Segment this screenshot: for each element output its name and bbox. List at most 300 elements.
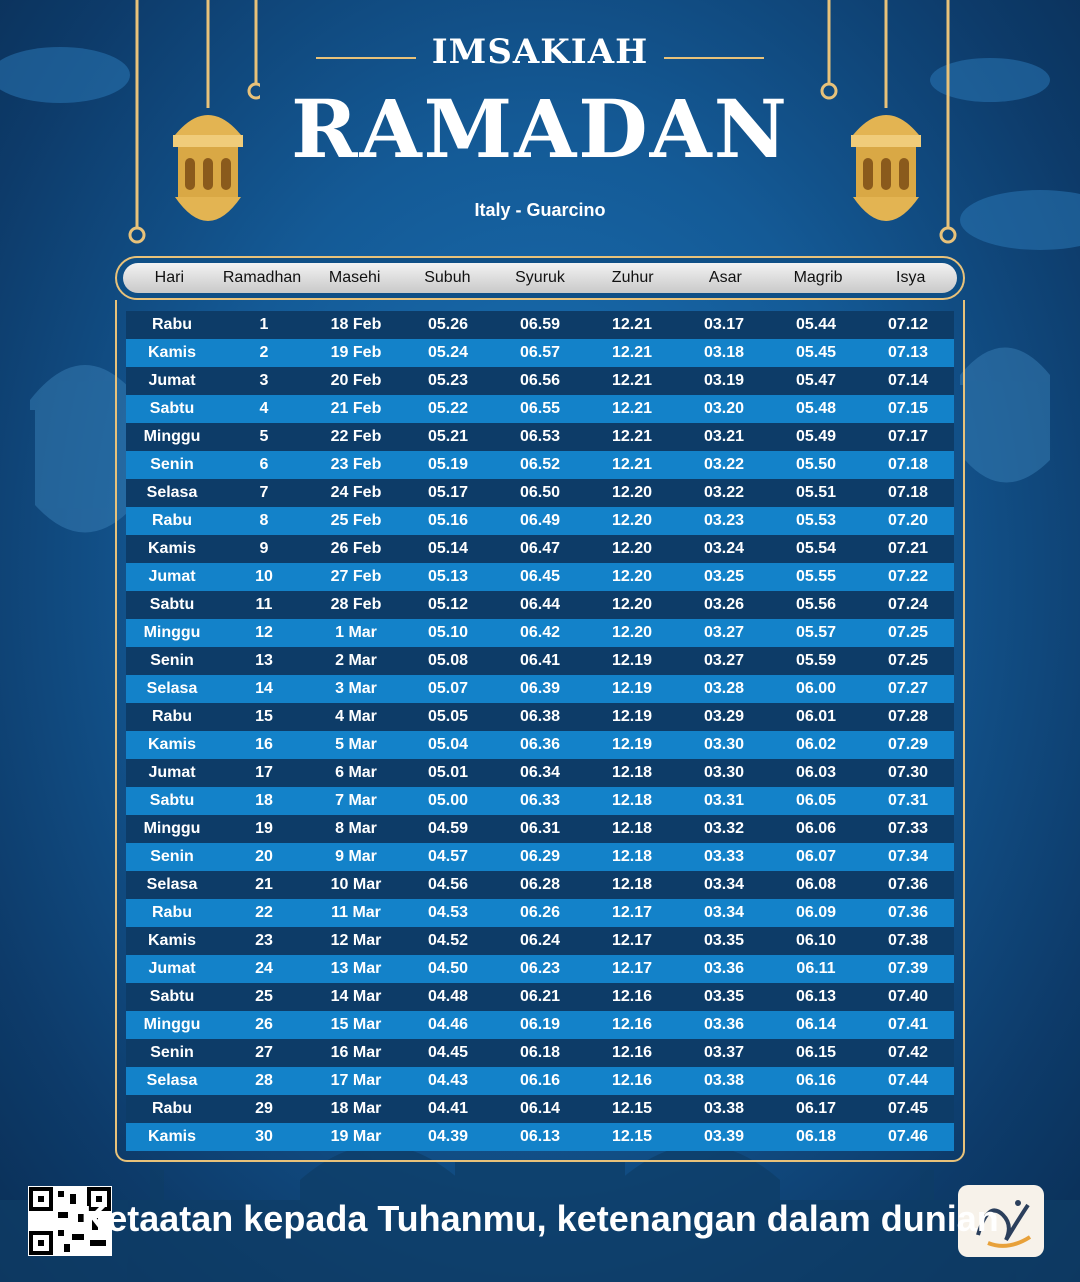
table-cell-subuh: 04.45 bbox=[427, 1044, 469, 1061]
table-row bbox=[126, 423, 954, 451]
table-cell-syuruk: 06.38 bbox=[519, 708, 561, 725]
table-cell-zuhur: 12.20 bbox=[611, 540, 653, 557]
table-cell-isya: 07.18 bbox=[887, 484, 929, 501]
table-cell-syuruk: 06.33 bbox=[519, 792, 561, 809]
table-cell-isya: 07.40 bbox=[887, 988, 929, 1005]
table-cell-asar: 03.21 bbox=[703, 428, 745, 445]
table-cell-asar: 03.25 bbox=[703, 568, 745, 585]
table-cell-isya: 07.28 bbox=[887, 708, 929, 725]
table-cell-isya: 07.46 bbox=[887, 1128, 929, 1145]
table-row bbox=[126, 843, 954, 871]
table-cell-isya: 07.39 bbox=[887, 960, 929, 977]
table-cell-asar: 03.38 bbox=[703, 1072, 745, 1089]
table-cell-asar: 03.33 bbox=[703, 848, 745, 865]
table-cell-subuh: 05.12 bbox=[427, 596, 469, 613]
table-row bbox=[126, 675, 954, 703]
table-cell-asar: 03.18 bbox=[703, 344, 745, 361]
column-header-subuh: Subuh bbox=[424, 269, 471, 286]
table-cell-asar: 03.35 bbox=[703, 932, 745, 949]
table-cell-zuhur: 12.19 bbox=[611, 680, 653, 697]
table-cell-subuh: 05.10 bbox=[427, 624, 469, 641]
table-cell-magrib: 05.57 bbox=[795, 624, 837, 641]
table-cell-zuhur: 12.16 bbox=[611, 1016, 653, 1033]
table-row bbox=[126, 759, 954, 787]
table-cell-zuhur: 12.21 bbox=[611, 428, 653, 445]
table-cell-masehi: 28 Feb bbox=[330, 596, 382, 613]
table-cell-asar: 03.35 bbox=[703, 988, 745, 1005]
table-cell-masehi: 4 Mar bbox=[335, 708, 377, 725]
table-cell-ramadhan: 10 bbox=[255, 568, 273, 585]
table-cell-ramadhan: 2 bbox=[259, 344, 269, 361]
table-row bbox=[126, 479, 954, 507]
table-cell-masehi: 19 Feb bbox=[330, 344, 382, 361]
table-cell-syuruk: 06.13 bbox=[519, 1128, 561, 1145]
table-cell-zuhur: 12.17 bbox=[611, 932, 653, 949]
table-cell-ramadhan: 3 bbox=[259, 372, 269, 389]
table-cell-hari: Selasa bbox=[146, 876, 198, 893]
table-cell-isya: 07.34 bbox=[887, 848, 929, 865]
table-cell-subuh: 04.50 bbox=[427, 960, 469, 977]
table-cell-isya: 07.22 bbox=[887, 568, 929, 585]
table-cell-isya: 07.38 bbox=[887, 932, 929, 949]
table-cell-syuruk: 06.24 bbox=[519, 932, 561, 949]
table-cell-ramadhan: 1 bbox=[259, 316, 269, 333]
table-cell-isya: 07.24 bbox=[887, 596, 929, 613]
table-cell-magrib: 06.00 bbox=[795, 680, 837, 697]
table-cell-masehi: 26 Feb bbox=[330, 540, 382, 557]
table-cell-isya: 07.44 bbox=[887, 1072, 929, 1089]
table-cell-isya: 07.17 bbox=[887, 428, 929, 445]
table-cell-asar: 03.34 bbox=[703, 876, 745, 893]
table-cell-asar: 03.26 bbox=[703, 596, 745, 613]
column-header-isya: Isya bbox=[896, 269, 926, 286]
table-cell-subuh: 05.14 bbox=[427, 540, 469, 557]
table-cell-zuhur: 12.19 bbox=[611, 708, 653, 725]
table-cell-zuhur: 12.20 bbox=[611, 512, 653, 529]
table-cell-magrib: 06.15 bbox=[795, 1044, 837, 1061]
table-cell-isya: 07.18 bbox=[887, 456, 929, 473]
table-cell-ramadhan: 16 bbox=[255, 736, 273, 753]
table-cell-hari: Minggu bbox=[143, 820, 201, 837]
table-cell-magrib: 05.50 bbox=[795, 456, 837, 473]
table-row bbox=[126, 507, 954, 535]
table-cell-masehi: 3 Mar bbox=[335, 680, 377, 697]
schedule-table-body bbox=[126, 311, 954, 1151]
table-cell-syuruk: 06.50 bbox=[519, 484, 561, 501]
table-cell-hari: Jumat bbox=[148, 960, 196, 977]
table-cell-zuhur: 12.21 bbox=[611, 316, 653, 333]
table-cell-masehi: 8 Mar bbox=[335, 820, 377, 837]
table-cell-subuh: 05.13 bbox=[427, 568, 469, 585]
table-cell-syuruk: 06.14 bbox=[519, 1100, 561, 1117]
table-row bbox=[126, 563, 954, 591]
table-cell-hari: Senin bbox=[150, 1044, 194, 1061]
table-cell-isya: 07.20 bbox=[887, 512, 929, 529]
table-cell-ramadhan: 29 bbox=[255, 1100, 273, 1117]
table-cell-hari: Kamis bbox=[147, 736, 197, 753]
column-header-masehi: Masehi bbox=[328, 269, 381, 286]
table-cell-asar: 03.22 bbox=[703, 484, 745, 501]
table-cell-ramadhan: 22 bbox=[255, 904, 273, 921]
table-cell-magrib: 06.08 bbox=[795, 876, 837, 893]
table-cell-isya: 07.13 bbox=[887, 344, 929, 361]
table-cell-masehi: 19 Mar bbox=[330, 1128, 382, 1145]
table-cell-syuruk: 06.59 bbox=[519, 316, 561, 333]
table-cell-ramadhan: 24 bbox=[255, 960, 273, 977]
table-cell-hari: Sabtu bbox=[149, 400, 195, 417]
table-cell-zuhur: 12.21 bbox=[611, 400, 653, 417]
table-cell-zuhur: 12.18 bbox=[611, 848, 653, 865]
table-row bbox=[126, 787, 954, 815]
table-cell-magrib: 05.45 bbox=[795, 344, 837, 361]
table-cell-ramadhan: 26 bbox=[255, 1016, 273, 1033]
table-cell-subuh: 05.16 bbox=[427, 512, 469, 529]
table-cell-hari: Minggu bbox=[143, 428, 201, 445]
table-cell-ramadhan: 21 bbox=[255, 876, 273, 893]
table-cell-masehi: 6 Mar bbox=[335, 764, 377, 781]
table-cell-magrib: 06.10 bbox=[795, 932, 837, 949]
table-cell-zuhur: 12.16 bbox=[611, 988, 653, 1005]
table-row bbox=[126, 367, 954, 395]
table-cell-ramadhan: 15 bbox=[255, 708, 273, 725]
table-cell-subuh: 05.04 bbox=[427, 736, 469, 753]
table-cell-zuhur: 12.18 bbox=[611, 792, 653, 809]
column-header-ramadhan: Ramadhan bbox=[222, 269, 302, 286]
table-cell-isya: 07.21 bbox=[887, 540, 929, 557]
table-cell-magrib: 06.13 bbox=[795, 988, 837, 1005]
table-cell-syuruk: 06.47 bbox=[519, 540, 561, 557]
table-cell-magrib: 05.54 bbox=[795, 540, 837, 557]
table-cell-hari: Senin bbox=[150, 456, 194, 473]
table-cell-asar: 03.30 bbox=[703, 764, 745, 781]
table-cell-syuruk: 06.45 bbox=[519, 568, 561, 585]
table-cell-zuhur: 12.21 bbox=[611, 456, 653, 473]
table-row bbox=[126, 1039, 954, 1067]
table-cell-hari: Selasa bbox=[146, 680, 198, 697]
table-row bbox=[126, 871, 954, 899]
table-cell-magrib: 05.44 bbox=[795, 316, 837, 333]
table-cell-zuhur: 12.21 bbox=[611, 372, 653, 389]
table-cell-isya: 07.30 bbox=[887, 764, 929, 781]
table-cell-zuhur: 12.18 bbox=[611, 820, 653, 837]
table-cell-ramadhan: 19 bbox=[255, 820, 273, 837]
table-cell-isya: 07.33 bbox=[887, 820, 929, 837]
table-cell-ramadhan: 23 bbox=[255, 932, 273, 949]
table-cell-asar: 03.22 bbox=[703, 456, 745, 473]
table-cell-subuh: 05.21 bbox=[427, 428, 469, 445]
table-cell-hari: Minggu bbox=[143, 1016, 201, 1033]
table-cell-magrib: 05.56 bbox=[795, 596, 837, 613]
table-row bbox=[126, 927, 954, 955]
table-cell-masehi: 22 Feb bbox=[330, 428, 382, 445]
table-cell-zuhur: 12.17 bbox=[611, 960, 653, 977]
table-cell-zuhur: 12.18 bbox=[611, 876, 653, 893]
column-header-magrib: Magrib bbox=[793, 269, 843, 286]
column-header-hari: Hari bbox=[154, 269, 184, 286]
table-cell-magrib: 06.18 bbox=[795, 1128, 837, 1145]
table-cell-asar: 03.17 bbox=[703, 316, 745, 333]
table-cell-asar: 03.34 bbox=[703, 904, 745, 921]
table-row bbox=[126, 535, 954, 563]
table-cell-hari: Jumat bbox=[148, 372, 196, 389]
table-row bbox=[126, 591, 954, 619]
table-cell-hari: Rabu bbox=[152, 708, 192, 725]
table-row bbox=[126, 983, 954, 1011]
table-cell-asar: 03.28 bbox=[703, 680, 745, 697]
table-cell-masehi: 2 Mar bbox=[335, 652, 377, 669]
table-cell-zuhur: 12.15 bbox=[611, 1100, 653, 1117]
table-cell-zuhur: 12.20 bbox=[611, 484, 653, 501]
table-cell-isya: 07.41 bbox=[887, 1016, 929, 1033]
table-cell-ramadhan: 17 bbox=[255, 764, 273, 781]
table-cell-subuh: 05.01 bbox=[427, 764, 469, 781]
table-cell-hari: Kamis bbox=[147, 1128, 197, 1145]
table-cell-hari: Senin bbox=[150, 652, 194, 669]
table-row bbox=[126, 703, 954, 731]
table-cell-asar: 03.36 bbox=[703, 1016, 745, 1033]
table-row bbox=[126, 647, 954, 675]
table-cell-masehi: 15 Mar bbox=[330, 1016, 382, 1033]
table-cell-ramadhan: 4 bbox=[259, 400, 269, 417]
table-row bbox=[126, 451, 954, 479]
table-cell-zuhur: 12.19 bbox=[611, 652, 653, 669]
table-cell-syuruk: 06.42 bbox=[519, 624, 561, 641]
table-row bbox=[126, 395, 954, 423]
table-row bbox=[126, 1095, 954, 1123]
table-cell-hari: Rabu bbox=[152, 512, 192, 529]
table-cell-masehi: 18 Feb bbox=[330, 316, 382, 333]
table-cell-isya: 07.25 bbox=[887, 652, 929, 669]
table-cell-asar: 03.37 bbox=[703, 1044, 745, 1061]
table-cell-ramadhan: 20 bbox=[255, 848, 273, 865]
table-cell-subuh: 05.22 bbox=[427, 400, 469, 417]
table-header-row bbox=[123, 263, 957, 293]
table-cell-isya: 07.42 bbox=[887, 1044, 929, 1061]
table-cell-zuhur: 12.15 bbox=[611, 1128, 653, 1145]
table-cell-zuhur: 12.20 bbox=[611, 596, 653, 613]
table-cell-zuhur: 12.16 bbox=[611, 1044, 653, 1061]
table-cell-asar: 03.31 bbox=[703, 792, 745, 809]
table-cell-masehi: 23 Feb bbox=[330, 456, 382, 473]
table-cell-syuruk: 06.55 bbox=[519, 400, 561, 417]
table-cell-ramadhan: 30 bbox=[255, 1128, 273, 1145]
table-cell-isya: 07.25 bbox=[887, 624, 929, 641]
table-cell-syuruk: 06.49 bbox=[519, 512, 561, 529]
table-cell-magrib: 06.14 bbox=[795, 1016, 837, 1033]
table-row bbox=[126, 955, 954, 983]
table-cell-asar: 03.24 bbox=[703, 540, 745, 557]
table-cell-masehi: 9 Mar bbox=[335, 848, 377, 865]
page-subtitle: IMSAKIAH bbox=[431, 32, 649, 72]
table-cell-ramadhan: 6 bbox=[259, 456, 269, 473]
table-cell-ramadhan: 8 bbox=[259, 512, 269, 529]
table-cell-magrib: 06.07 bbox=[795, 848, 837, 865]
table-cell-hari: Senin bbox=[150, 848, 194, 865]
table-cell-masehi: 7 Mar bbox=[335, 792, 377, 809]
table-row bbox=[126, 1011, 954, 1039]
table-cell-hari: Selasa bbox=[146, 484, 198, 501]
column-header-zuhur: Zuhur bbox=[611, 269, 654, 286]
table-cell-masehi: 13 Mar bbox=[330, 960, 382, 977]
table-cell-subuh: 04.59 bbox=[427, 820, 469, 837]
table-row bbox=[126, 339, 954, 367]
table-cell-asar: 03.27 bbox=[703, 652, 745, 669]
table-cell-isya: 07.45 bbox=[887, 1100, 929, 1117]
table-cell-ramadhan: 25 bbox=[255, 988, 273, 1005]
table-cell-isya: 07.27 bbox=[887, 680, 929, 697]
table-cell-isya: 07.12 bbox=[887, 316, 929, 333]
table-cell-subuh: 05.17 bbox=[427, 484, 469, 501]
table-cell-subuh: 05.00 bbox=[427, 792, 469, 809]
table-cell-isya: 07.31 bbox=[887, 792, 929, 809]
table-cell-masehi: 12 Mar bbox=[330, 932, 382, 949]
table-cell-masehi: 10 Mar bbox=[330, 876, 382, 893]
table-cell-magrib: 05.55 bbox=[795, 568, 837, 585]
header bbox=[0, 0, 1080, 250]
table-cell-syuruk: 06.23 bbox=[519, 960, 561, 977]
table-cell-asar: 03.39 bbox=[703, 1128, 745, 1145]
table-cell-isya: 07.36 bbox=[887, 904, 929, 921]
table-cell-subuh: 05.23 bbox=[427, 372, 469, 389]
table-cell-syuruk: 06.28 bbox=[519, 876, 561, 893]
table-cell-zuhur: 12.16 bbox=[611, 1072, 653, 1089]
table-cell-subuh: 05.19 bbox=[427, 456, 469, 473]
table-cell-syuruk: 06.21 bbox=[519, 988, 561, 1005]
table-cell-subuh: 04.56 bbox=[427, 876, 469, 893]
table-cell-syuruk: 06.41 bbox=[519, 652, 561, 669]
table-cell-syuruk: 06.56 bbox=[519, 372, 561, 389]
table-cell-magrib: 05.51 bbox=[795, 484, 837, 501]
table-cell-asar: 03.27 bbox=[703, 624, 745, 641]
table-cell-subuh: 05.08 bbox=[427, 652, 469, 669]
table-cell-hari: Selasa bbox=[146, 1072, 198, 1089]
table-cell-magrib: 06.01 bbox=[795, 708, 837, 725]
table-cell-ramadhan: 7 bbox=[259, 484, 269, 501]
table-cell-ramadhan: 13 bbox=[255, 652, 273, 669]
table-cell-ramadhan: 11 bbox=[255, 596, 273, 613]
table-cell-subuh: 04.41 bbox=[427, 1100, 469, 1117]
table-cell-hari: Sabtu bbox=[149, 596, 195, 613]
table-cell-magrib: 06.11 bbox=[796, 960, 836, 977]
table-cell-masehi: 25 Feb bbox=[330, 512, 382, 529]
table-cell-hari: Sabtu bbox=[149, 988, 195, 1005]
table-cell-magrib: 06.02 bbox=[795, 736, 837, 753]
table-cell-subuh: 04.52 bbox=[427, 932, 469, 949]
table-cell-ramadhan: 14 bbox=[255, 680, 273, 697]
table-cell-subuh: 04.39 bbox=[427, 1128, 469, 1145]
table-cell-asar: 03.36 bbox=[703, 960, 745, 977]
table-cell-ramadhan: 9 bbox=[259, 540, 269, 557]
table-cell-hari: Kamis bbox=[147, 540, 197, 557]
table-cell-asar: 03.23 bbox=[703, 512, 745, 529]
table-cell-hari: Kamis bbox=[147, 932, 197, 949]
table-cell-masehi: 17 Mar bbox=[330, 1072, 382, 1089]
table-cell-subuh: 05.24 bbox=[427, 344, 469, 361]
footer-quote: Ketaatan kepada Tuhanmu, ketenangan dalam dunian bbox=[81, 1198, 999, 1239]
table-cell-isya: 07.29 bbox=[887, 736, 929, 753]
table-cell-asar: 03.32 bbox=[703, 820, 745, 837]
table-cell-hari: Jumat bbox=[148, 764, 196, 781]
table-cell-subuh: 04.43 bbox=[427, 1072, 469, 1089]
table-cell-masehi: 5 Mar bbox=[335, 736, 377, 753]
table-cell-masehi: 14 Mar bbox=[330, 988, 382, 1005]
table-cell-masehi: 27 Feb bbox=[330, 568, 382, 585]
column-header-asar: Asar bbox=[708, 269, 742, 286]
table-row bbox=[126, 899, 954, 927]
table-cell-asar: 03.30 bbox=[703, 736, 745, 753]
table-cell-hari: Sabtu bbox=[149, 792, 195, 809]
table-cell-subuh: 05.07 bbox=[427, 680, 469, 697]
table-cell-syuruk: 06.18 bbox=[519, 1044, 561, 1061]
table-cell-syuruk: 06.57 bbox=[519, 344, 561, 361]
table-cell-magrib: 06.09 bbox=[795, 904, 837, 921]
table-cell-masehi: 18 Mar bbox=[330, 1100, 382, 1117]
table-cell-magrib: 05.47 bbox=[795, 372, 837, 389]
table-cell-subuh: 04.46 bbox=[427, 1016, 469, 1033]
table-cell-magrib: 06.16 bbox=[795, 1072, 837, 1089]
table-cell-hari: Rabu bbox=[152, 1100, 192, 1117]
table-cell-hari: Rabu bbox=[152, 904, 192, 921]
table-cell-magrib: 05.59 bbox=[795, 652, 837, 669]
table-row bbox=[126, 619, 954, 647]
table-cell-ramadhan: 18 bbox=[255, 792, 273, 809]
table-cell-syuruk: 06.26 bbox=[519, 904, 561, 921]
table-cell-magrib: 06.05 bbox=[795, 792, 837, 809]
table-row bbox=[126, 1067, 954, 1095]
table-cell-ramadhan: 5 bbox=[259, 428, 269, 445]
table-cell-zuhur: 12.20 bbox=[611, 568, 653, 585]
table-cell-ramadhan: 27 bbox=[255, 1044, 273, 1061]
table-cell-zuhur: 12.17 bbox=[611, 904, 653, 921]
page-title: RAMADAN bbox=[291, 82, 789, 176]
table-cell-asar: 03.19 bbox=[703, 372, 745, 389]
table-row bbox=[126, 311, 954, 339]
table-cell-ramadhan: 28 bbox=[255, 1072, 273, 1089]
table-cell-masehi: 1 Mar bbox=[335, 624, 377, 641]
table-cell-syuruk: 06.44 bbox=[519, 596, 561, 613]
table-cell-syuruk: 06.34 bbox=[519, 764, 561, 781]
table-cell-syuruk: 06.19 bbox=[519, 1016, 561, 1033]
location-label: Italy - Guarcino bbox=[474, 200, 606, 220]
table-cell-subuh: 05.26 bbox=[427, 316, 469, 333]
table-cell-hari: Jumat bbox=[148, 568, 196, 585]
table-cell-syuruk: 06.39 bbox=[519, 680, 561, 697]
table-cell-syuruk: 06.16 bbox=[519, 1072, 561, 1089]
table-header bbox=[115, 256, 965, 300]
table-cell-zuhur: 12.18 bbox=[611, 764, 653, 781]
table-cell-hari: Minggu bbox=[143, 624, 201, 641]
table-cell-masehi: 20 Feb bbox=[330, 372, 382, 389]
table-cell-subuh: 04.48 bbox=[427, 988, 469, 1005]
table-cell-asar: 03.38 bbox=[703, 1100, 745, 1117]
table-cell-syuruk: 06.53 bbox=[519, 428, 561, 445]
table-cell-zuhur: 12.20 bbox=[611, 624, 653, 641]
table-cell-syuruk: 06.52 bbox=[519, 456, 561, 473]
table-cell-magrib: 06.06 bbox=[795, 820, 837, 837]
table-cell-magrib: 05.49 bbox=[795, 428, 837, 445]
table-cell-isya: 07.14 bbox=[887, 372, 929, 389]
table-cell-ramadhan: 12 bbox=[255, 624, 273, 641]
table-cell-syuruk: 06.29 bbox=[519, 848, 561, 865]
table-cell-isya: 07.36 bbox=[887, 876, 929, 893]
table-cell-masehi: 11 Mar bbox=[331, 904, 381, 921]
table-cell-syuruk: 06.31 bbox=[519, 820, 561, 837]
table-cell-magrib: 05.53 bbox=[795, 512, 837, 529]
table-cell-zuhur: 12.19 bbox=[611, 736, 653, 753]
table-cell-magrib: 06.17 bbox=[795, 1100, 837, 1117]
table-cell-magrib: 05.48 bbox=[795, 400, 837, 417]
table-cell-subuh: 04.57 bbox=[427, 848, 469, 865]
